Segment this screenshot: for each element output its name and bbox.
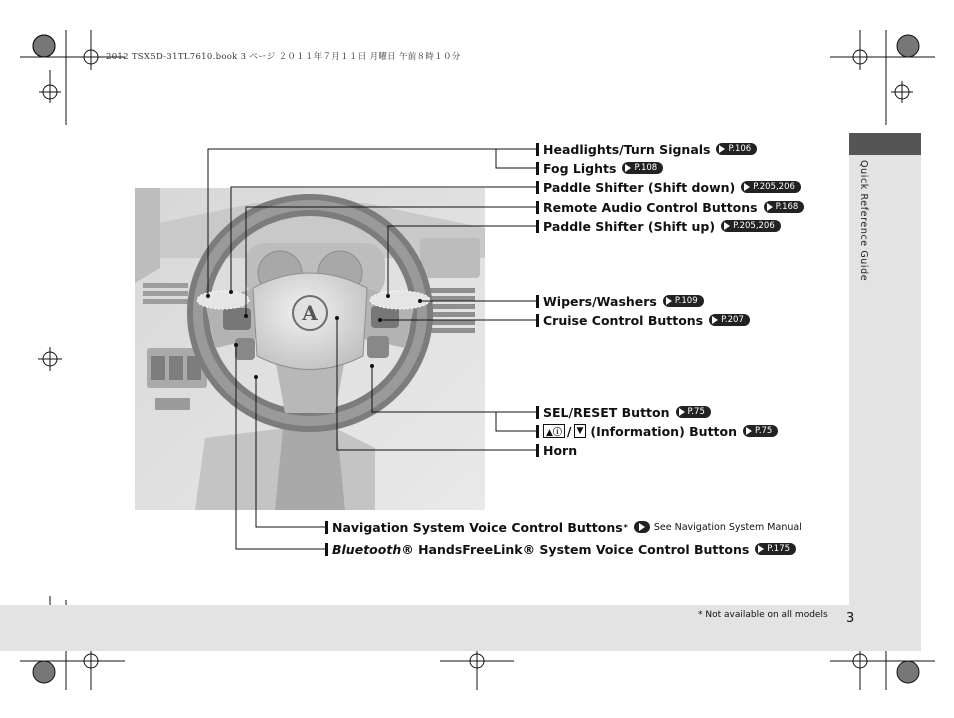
- callout-remote-audio: Remote Audio Control Buttons P.168: [536, 199, 804, 215]
- arrow-icon: [724, 222, 730, 230]
- page-ref-link[interactable]: P.175: [755, 543, 796, 555]
- page-ref-link[interactable]: P.205,206: [721, 220, 781, 232]
- callout-sel-reset: SEL/RESET Button P.75: [536, 404, 711, 420]
- arrow-icon: [679, 408, 685, 416]
- callout-nav-voice-control: Navigation System Voice Control Buttons * See Navigation System Manual: [325, 519, 802, 535]
- page-ref-link[interactable]: P.109: [663, 295, 704, 307]
- arrow-icon: [719, 145, 725, 153]
- page-ref-link[interactable]: P.75: [676, 406, 711, 418]
- page-ref-link[interactable]: P.207: [709, 314, 750, 326]
- arrow-icon: [767, 203, 773, 211]
- book-file-header: 2012 TSX5D-31TL7610.book 3 ページ ２０１１年７月１１日 月曜日 午前８時１０分: [106, 52, 461, 62]
- arrow-icon: [744, 183, 750, 191]
- arrow-icon: [758, 545, 764, 553]
- section-tab-label: Quick Reference Guide: [858, 160, 869, 282]
- arrow-icon: [639, 523, 645, 531]
- callout-horn: Horn: [536, 442, 577, 458]
- page-ref-link[interactable]: P.106: [716, 143, 757, 155]
- page-ref-link[interactable]: P.108: [622, 162, 663, 174]
- arrow-icon: [712, 316, 718, 324]
- callout-paddle-up: Paddle Shifter (Shift up) P.205,206: [536, 218, 781, 234]
- info-up-key: ▲ⓘ: [543, 424, 565, 438]
- callout-cruise-control: Cruise Control Buttons P.207: [536, 312, 750, 328]
- callout-headlights: Headlights/Turn Signals P.106: [536, 141, 757, 157]
- page-ref-link[interactable]: P.168: [764, 201, 805, 213]
- callout-paddle-down: Paddle Shifter (Shift down) P.205,206: [536, 179, 801, 195]
- see-manual-link[interactable]: [634, 521, 650, 533]
- callout-bluetooth-handsfreelink: Bluetooth ® HandsFreeLink® System Voice Control Buttons P.175: [325, 541, 796, 557]
- callout-fog-lights: Fog Lights P.108: [536, 160, 663, 176]
- page-number: 3: [846, 611, 855, 626]
- brand-logo: A: [302, 301, 318, 325]
- info-down-key: ▼: [574, 424, 587, 438]
- callout-information-button: ▲ⓘ / ▼ (Information) Button P.75: [536, 423, 778, 439]
- arrow-icon: [746, 427, 752, 435]
- footnote: * Not available on all models: [698, 610, 828, 620]
- arrow-icon: [666, 297, 672, 305]
- arrow-icon: [625, 164, 631, 172]
- callout-wipers: Wipers/Washers P.109: [536, 293, 704, 309]
- page-ref-link[interactable]: P.205,206: [741, 181, 801, 193]
- page-ref-link[interactable]: P.75: [743, 425, 778, 437]
